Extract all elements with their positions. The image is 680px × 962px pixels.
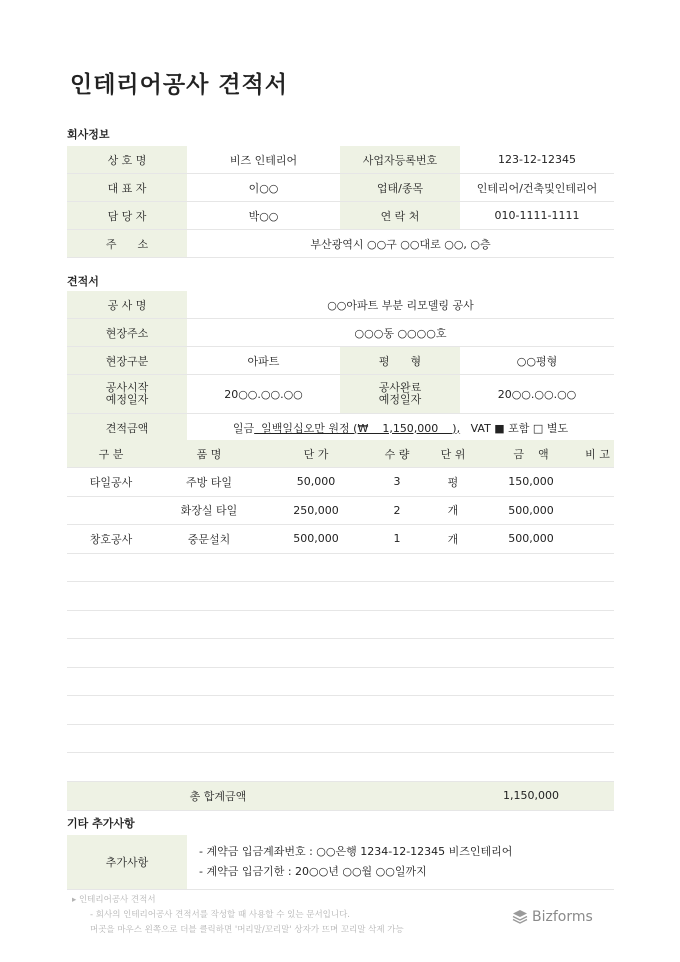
items-header-row bbox=[67, 440, 614, 468]
footer-line-3: 머곳을 마우스 왼쪽으로 더블 클릭하면 '머리말/꼬리말' 상자가 뜨며 꼬리말 삭제 가능 bbox=[90, 925, 404, 935]
document-title: 인테리어공사 견적서 bbox=[70, 72, 288, 98]
estimate-row-name bbox=[67, 291, 614, 319]
empty-row bbox=[67, 696, 614, 725]
estimate-row-type bbox=[67, 347, 614, 375]
empty-row bbox=[67, 753, 614, 782]
amount-words: 일백일십오만 원정 (₩ 1,150,000 ), bbox=[254, 421, 461, 435]
amount-vat: VAT ■ 포함 □ 별도 bbox=[470, 421, 569, 435]
value-site-type: 아파트 bbox=[187, 347, 340, 375]
amount-prefix: 일금 bbox=[232, 421, 255, 435]
value-area: ○○평형 bbox=[460, 347, 614, 375]
cell-unit-price: 500,000 bbox=[263, 525, 369, 554]
value-end-date: 20○○.○○.○○ bbox=[460, 375, 614, 414]
value-contact: 010-1111-1111 bbox=[460, 202, 614, 230]
label-start-date: 공사시작 예정일자 bbox=[67, 375, 187, 414]
table-row bbox=[67, 468, 614, 497]
extra-row bbox=[67, 835, 614, 890]
footer-note bbox=[72, 893, 404, 938]
label-ceo: 대 표 자 bbox=[67, 174, 187, 202]
cell-item: 화장실 타일 bbox=[155, 496, 263, 525]
empty-row bbox=[67, 582, 614, 611]
header-item: 품 명 bbox=[155, 440, 263, 468]
estimate-row-amount bbox=[67, 414, 614, 442]
cell-amount: 150,000 bbox=[481, 468, 581, 497]
estimate-row-dates bbox=[67, 375, 614, 414]
company-row-address bbox=[67, 230, 614, 258]
value-company-name: 비즈 인테리어 bbox=[187, 146, 340, 174]
cell-item: 중문설치 bbox=[155, 525, 263, 554]
cell-quantity: 2 bbox=[369, 496, 425, 525]
label-site-address: 현장주소 bbox=[67, 319, 187, 347]
cell-note bbox=[581, 525, 614, 554]
estimate-row-address bbox=[67, 319, 614, 347]
layers-icon bbox=[512, 909, 528, 925]
value-ceo: 이○○ bbox=[187, 174, 340, 202]
label-company-name: 상 호 명 bbox=[67, 146, 187, 174]
header-amount: 금 액 bbox=[481, 440, 581, 468]
company-section-heading: 회사정보 bbox=[67, 128, 110, 141]
label-manager: 담 당 자 bbox=[67, 202, 187, 230]
value-extra bbox=[187, 835, 614, 890]
empty-row bbox=[67, 610, 614, 639]
company-info-table bbox=[67, 146, 614, 258]
table-row bbox=[67, 496, 614, 525]
cell-category: 타일공사 bbox=[67, 468, 155, 497]
header-category: 구 분 bbox=[67, 440, 155, 468]
value-address: 부산광역시 ○○구 ○○대로 ○○, ○층 bbox=[187, 230, 614, 258]
cell-unit: 개 bbox=[425, 525, 481, 554]
label-contact: 연 락 처 bbox=[340, 202, 460, 230]
table-row bbox=[67, 525, 614, 554]
bizforms-logo bbox=[512, 909, 593, 925]
cell-unit: 평 bbox=[425, 468, 481, 497]
label-address: 주 소 bbox=[67, 230, 187, 258]
header-note: 비 고 bbox=[581, 440, 614, 468]
estimate-section-heading: 견적서 bbox=[67, 275, 99, 288]
value-start-date: 20○○.○○.○○ bbox=[187, 375, 340, 414]
cell-unit-price: 250,000 bbox=[263, 496, 369, 525]
empty-row bbox=[67, 553, 614, 582]
footer-line-2: - 회사의 인테리어공사 견적서를 작성할 때 사용할 수 있는 문서입니다. bbox=[90, 910, 350, 920]
header-unit-price: 단 가 bbox=[263, 440, 369, 468]
value-manager: 박○○ bbox=[187, 202, 340, 230]
cell-quantity: 1 bbox=[369, 525, 425, 554]
label-business-type: 업태/종목 bbox=[340, 174, 460, 202]
label-estimate-amount: 견적금액 bbox=[67, 414, 187, 442]
items-table bbox=[67, 440, 614, 811]
extra-table bbox=[67, 835, 614, 890]
cell-note bbox=[581, 468, 614, 497]
cell-note bbox=[581, 496, 614, 525]
total-value: 1,150,000 bbox=[481, 781, 581, 810]
logo-text: Bizforms bbox=[532, 909, 593, 925]
extra-section-heading: 기타 추가사항 bbox=[67, 817, 135, 830]
estimate-table bbox=[67, 291, 614, 442]
header-quantity: 수 량 bbox=[369, 440, 425, 468]
cell-category: 창호공사 bbox=[67, 525, 155, 554]
total-label: 총 합계금액 bbox=[67, 781, 369, 810]
label-extra: 추가사항 bbox=[67, 835, 187, 890]
company-row-name bbox=[67, 146, 614, 174]
label-area: 평 형 bbox=[340, 347, 460, 375]
value-project-name: ○○아파트 부분 리모델링 공사 bbox=[187, 291, 614, 319]
company-row-ceo bbox=[67, 174, 614, 202]
cell-item: 주방 타일 bbox=[155, 468, 263, 497]
cell-category bbox=[67, 496, 155, 525]
cell-amount: 500,000 bbox=[481, 525, 581, 554]
value-business-number: 123-12-12345 bbox=[460, 146, 614, 174]
cell-unit-price: 50,000 bbox=[263, 468, 369, 497]
empty-row bbox=[67, 724, 614, 753]
extra-line-1: - 계약금 입금계좌번호 : ○○은행 1234-12-12345 비즈인테리어 bbox=[199, 845, 513, 858]
label-business-number: 사업자등록번호 bbox=[340, 146, 460, 174]
value-site-address: ○○○동 ○○○○호 bbox=[187, 319, 614, 347]
label-end-date: 공사완료 예정일자 bbox=[340, 375, 460, 414]
value-business-type: 인테리어/건축및인테리어 bbox=[460, 174, 614, 202]
company-row-manager bbox=[67, 202, 614, 230]
empty-row bbox=[67, 639, 614, 668]
footer-line-1: ▸ 인테리어공사 견적서 bbox=[72, 895, 156, 905]
label-project-name: 공 사 명 bbox=[67, 291, 187, 319]
cell-amount: 500,000 bbox=[481, 496, 581, 525]
cell-unit: 개 bbox=[425, 496, 481, 525]
empty-row bbox=[67, 667, 614, 696]
extra-line-2: - 계약금 입금기한 : 20○○년 ○○월 ○○일까지 bbox=[199, 865, 427, 878]
header-unit: 단 위 bbox=[425, 440, 481, 468]
label-site-type: 현장구분 bbox=[67, 347, 187, 375]
value-estimate-amount bbox=[187, 414, 614, 442]
total-row bbox=[67, 781, 614, 810]
cell-quantity: 3 bbox=[369, 468, 425, 497]
